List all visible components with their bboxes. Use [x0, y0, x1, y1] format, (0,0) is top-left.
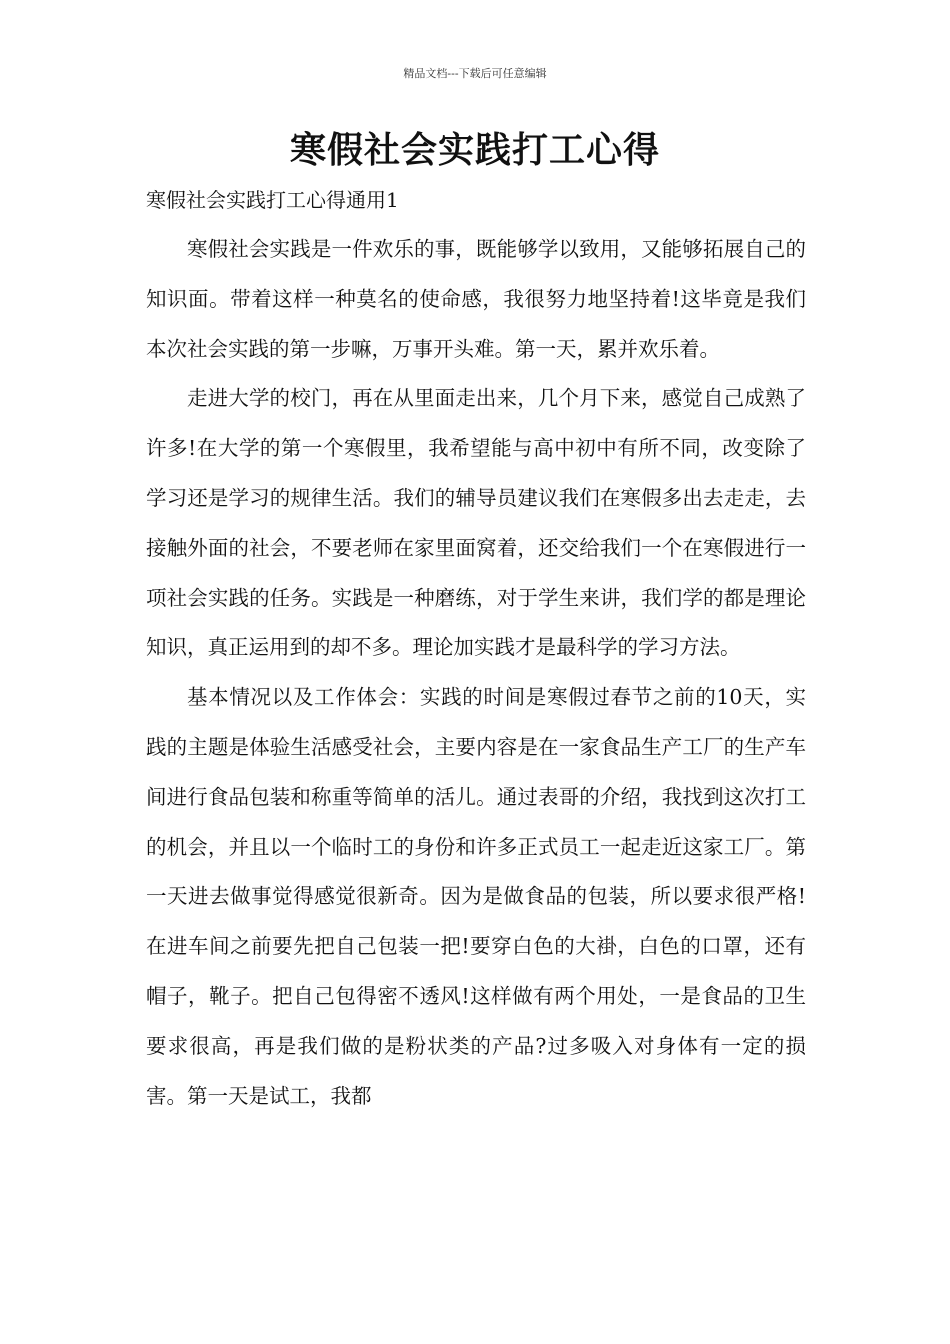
section-subheading: 寒假社会实践打工心得通用1 [146, 188, 399, 212]
paragraph-1: 寒假社会实践是一件欢乐的事，既能够学以致用，又能够拓展自己的知识面。带着这样一种莫名的使命感，我很努力地坚持着!这毕竟是我们本次社会实践的第一步嘛，万事开头难。第一天，累并欢乐着。 [146, 237, 806, 361]
body-text [146, 225, 806, 1121]
paragraph-2: 走进大学的校门，再在从里面走出来，几个月下来，感觉自己成熟了许多!在大学的第一个寒假里，我希望能与高中初中有所不同，改变除了学习还是学习的规律生活。我们的辅导员建议我们在寒假多出去走走，去接触外面的社会，不要老师在家里面窝着，还交给我们一个在寒假进行一项社会实践的任务。实践是一种磨练，对于学生来讲，我们学的都是理论知识，真正运用到的却不多。理论加实践才是最科学的学习方法。 [146, 386, 806, 660]
header-note: 精品文档---下载后可任意编辑 [403, 67, 547, 80]
paragraph-3: 基本情况以及工作体会：实践的时间是寒假过春节之前的10天，实践的主题是体验生活感受社会，主要内容是在一家食品生产工厂的生产车间进行食品包装和称重等简单的活儿。通过表哥的介绍，我找到这次打工的机会，并且以一个临时工的身份和许多正式员工一起走近这家工厂。第一天进去做事觉得感觉很新奇。因为是做食品的包装，所以要求很严格!在进车间之前要先把自己包装一把!要穿白色的大褂，白色的口罩，还有帽子，靴子。把自己包得密不透风!这样做有两个用处，一是食品的卫生要求很高，再是我们做的是粉状类的产品?过多吸入对身体有一定的损害。第一天是试工，我都 [146, 685, 806, 1108]
document-title: 寒假社会实践打工心得 [289, 130, 660, 171]
